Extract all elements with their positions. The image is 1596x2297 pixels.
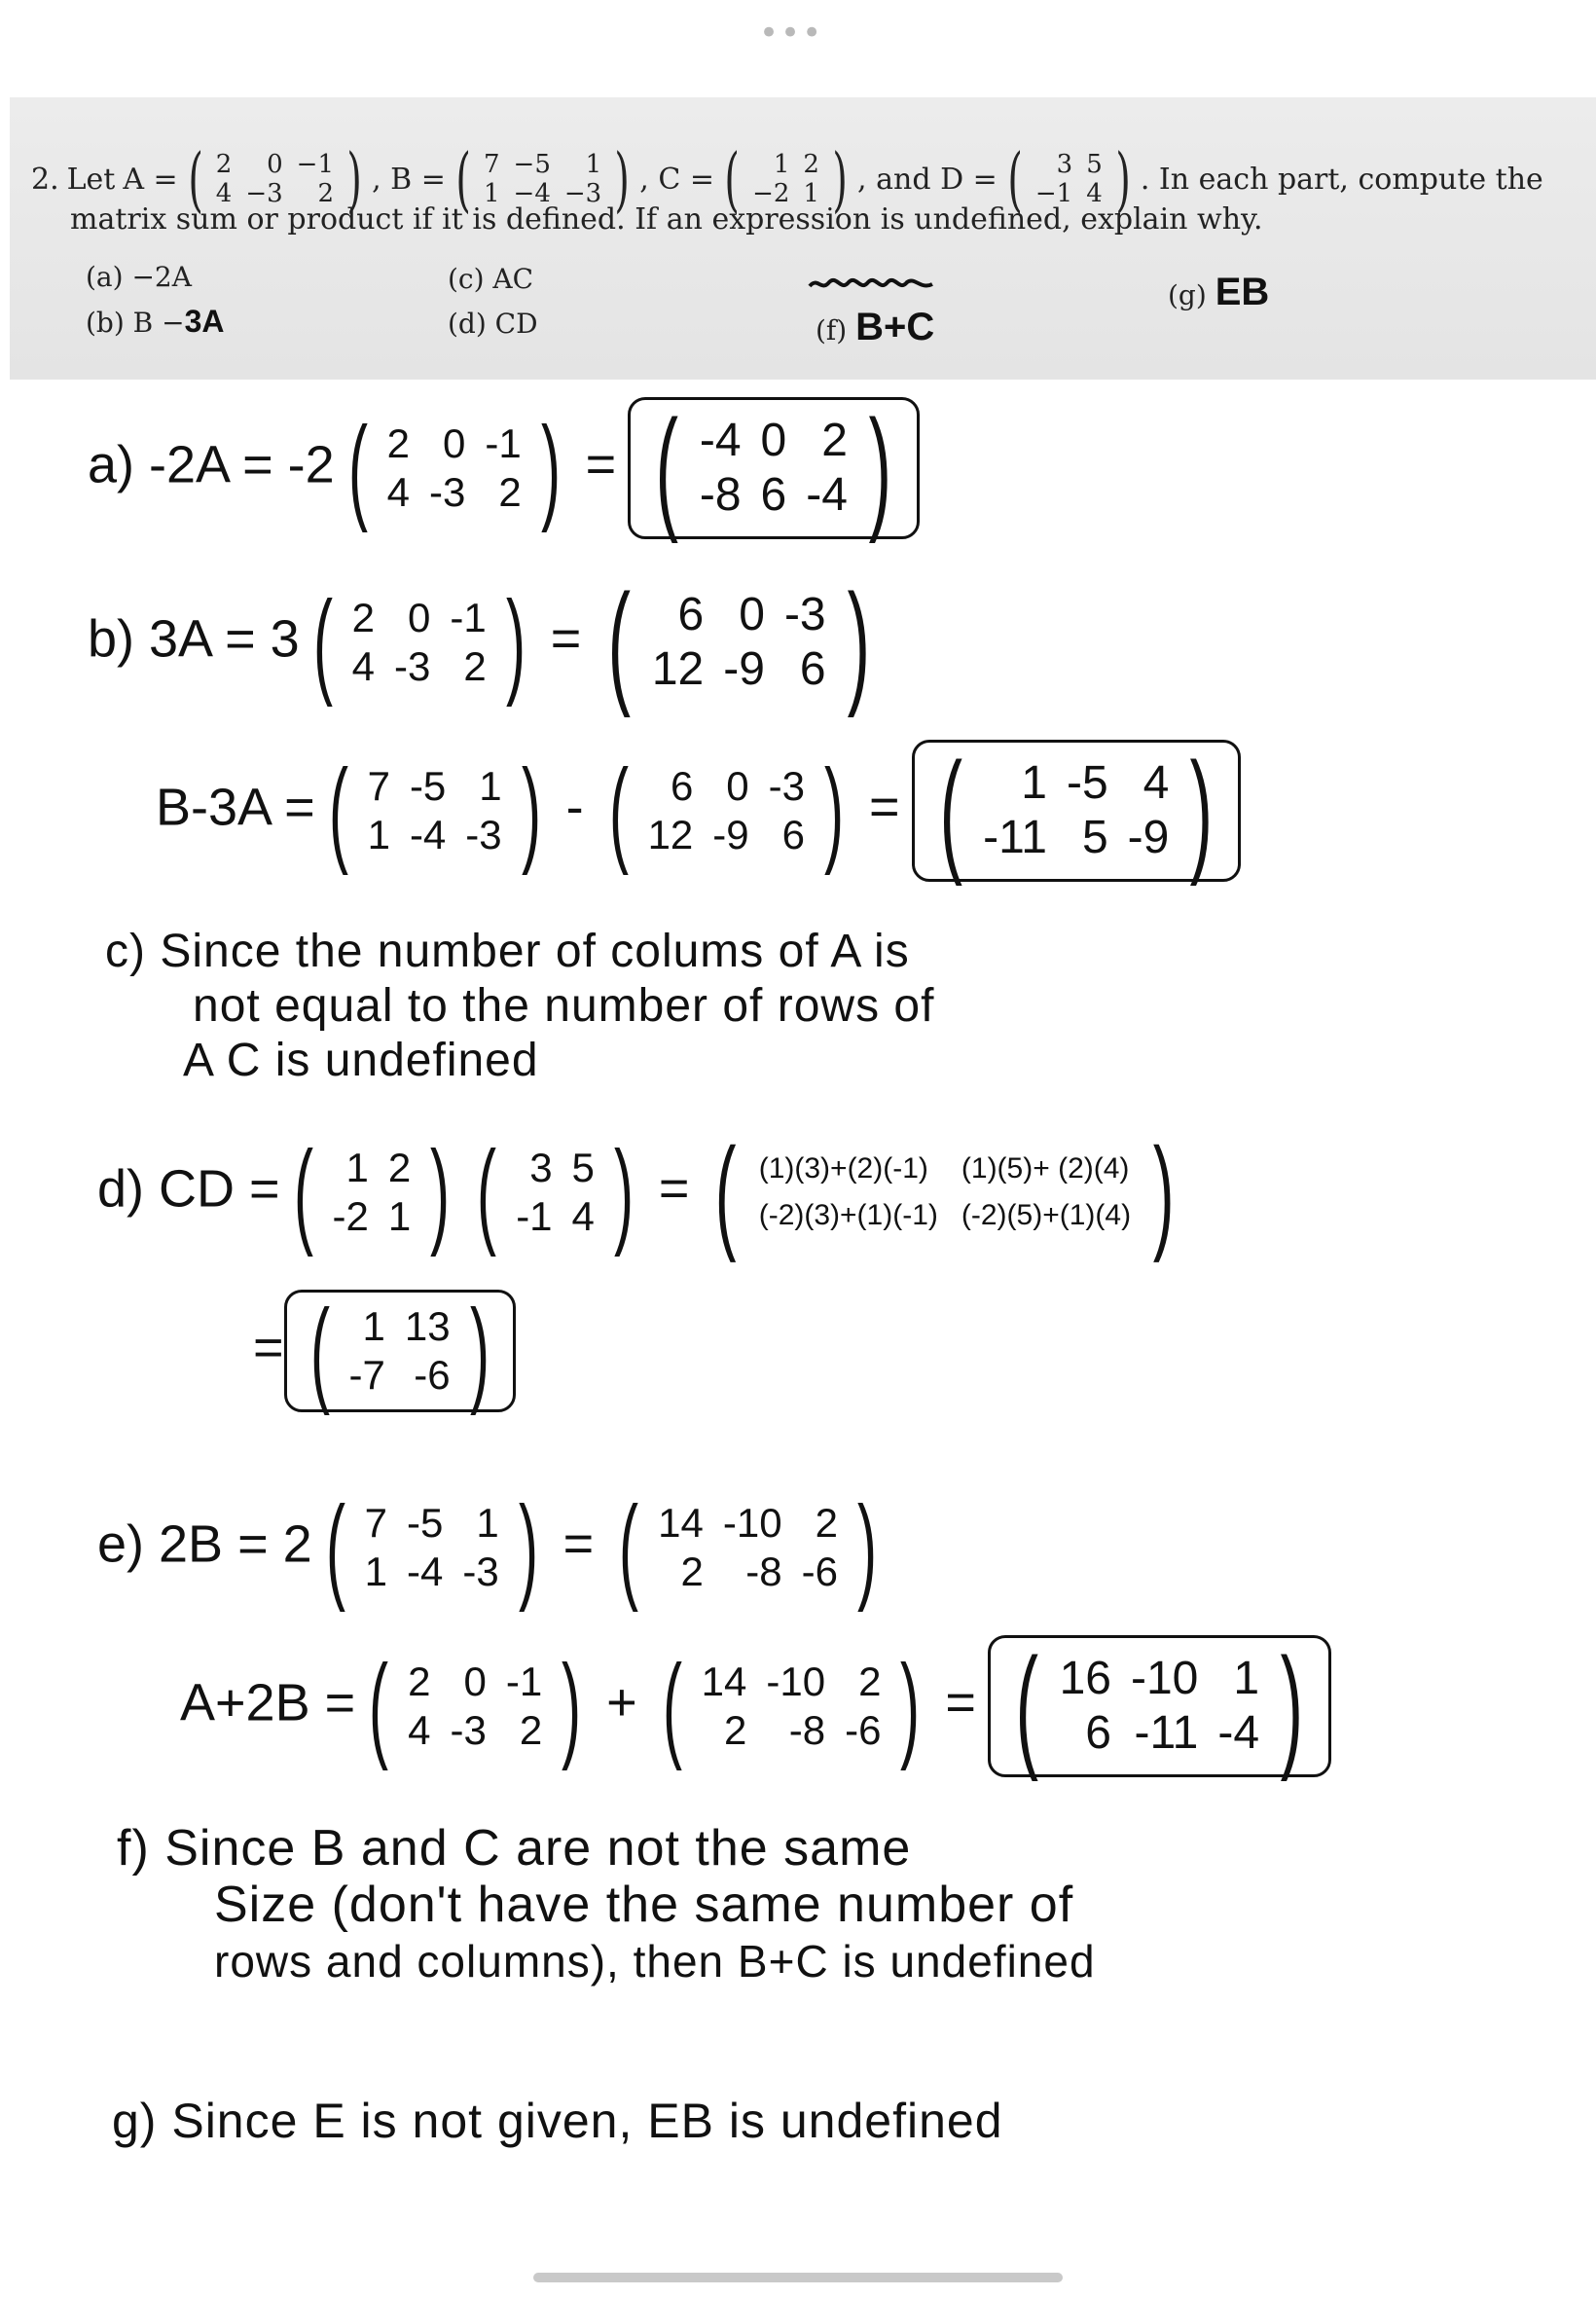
matrix-cell: 1	[476, 1500, 499, 1546]
matrix-row	[973, 756, 1179, 811]
matrix-cell: -10	[1130, 1653, 1199, 1704]
problem-statement	[10, 97, 1596, 380]
matrix-row	[973, 811, 1179, 865]
matrix-cell: -4	[806, 469, 848, 521]
matrix-d-label: , and D =	[857, 162, 998, 197]
matrix-cell: -1	[450, 595, 487, 640]
matrix-row	[358, 762, 512, 811]
matrix-row	[358, 811, 512, 859]
matrix-cell: 7	[364, 1500, 387, 1546]
matrix-cell: 4	[1086, 179, 1103, 208]
solution-c-line-2: not equal to the number of rows of	[193, 980, 935, 1032]
equals-sign: =	[550, 609, 582, 669]
matrix-cell: 1	[387, 1193, 412, 1239]
equals-sign: =	[585, 435, 617, 494]
matrix-cell: 0	[408, 595, 431, 640]
matrix-cell: -4	[406, 1549, 444, 1594]
minus-sign: -	[565, 778, 584, 837]
matrix-cell: -4	[699, 415, 742, 466]
matrix-cell: -3	[465, 812, 502, 857]
matrix-cell: 0	[739, 589, 765, 640]
matrix-table	[642, 588, 836, 697]
equals-sign: =	[658, 1159, 690, 1219]
equals-sign: =	[868, 778, 900, 837]
matrix-cell: -1	[516, 1193, 553, 1239]
matrix-cell: 1	[483, 179, 500, 208]
matrix-cell: 16	[1059, 1653, 1111, 1704]
matrix-cell: 2	[815, 1500, 838, 1546]
matrix-cell: 1	[1021, 757, 1047, 809]
solution-b-line-1	[88, 565, 885, 718]
matrix-row	[340, 1302, 460, 1351]
solution-e-2b: ( 14 -10 2 2 -8 -6 )	[619, 1482, 877, 1613]
part-a-label: (a) −2A	[86, 261, 192, 293]
matrix-row	[747, 1192, 1143, 1239]
matrix-table	[343, 594, 496, 691]
solution-d-matrix-c: ( 1 2 -2 1 )	[293, 1127, 451, 1258]
plus-sign: +	[606, 1673, 637, 1732]
matrix-cell: 12	[651, 643, 705, 695]
solution-b-matrix-a: ( 2 0 -1 4 -3 2 )	[312, 577, 526, 708]
matrix-cell: 13	[404, 1303, 451, 1349]
solution-c-line-1: c) Since the number of colums of A is	[105, 926, 910, 977]
solution-f	[117, 1820, 1096, 1989]
matrix-row	[506, 1144, 604, 1192]
matrix-table	[506, 1144, 604, 1241]
matrix-table	[378, 419, 531, 517]
matrix-cell: -3	[462, 1549, 499, 1594]
matrix-cell: −1	[296, 150, 334, 179]
matrix-cell: 2	[821, 415, 848, 466]
matrix-cell: −3	[245, 179, 283, 208]
matrix-row	[747, 1146, 1143, 1192]
equals-sign: =	[945, 1673, 976, 1732]
solution-e-result: ( 16 -10 1 6 -11 -4 )	[1015, 1629, 1304, 1782]
matrix-table	[340, 1302, 460, 1400]
matrix-cell: 2	[387, 1145, 412, 1190]
matrix-cell: -4	[409, 812, 447, 857]
matrix-cell: 2	[858, 1659, 882, 1704]
solution-b-lhs: b) 3A = 3	[88, 609, 300, 669]
matrix-cell: (-2)(5)+(1)(4)	[961, 1199, 1132, 1231]
matrix-cell: -11	[1134, 1707, 1199, 1759]
matrix-row	[343, 642, 496, 691]
matrix-b: ( 7 −5 1 1 −4 −3 )	[455, 138, 630, 220]
part-d-label: (d) CD	[448, 308, 538, 340]
matrix-cell: 3	[529, 1145, 553, 1190]
matrix-cell: -1	[485, 420, 522, 466]
solution-d-answer	[253, 1286, 516, 1416]
matrix-table	[747, 1146, 1143, 1239]
solution-a-result: ( -4 0 2 -8 6 -4 )	[655, 391, 891, 544]
solution-e-lhs-2: A+2B =	[180, 1673, 356, 1732]
matrix-cell: -6	[801, 1549, 838, 1594]
answer-box-b	[912, 734, 1241, 887]
solution-d-matrix-d: ( 3 5 -1 4 )	[477, 1127, 634, 1258]
matrix-row	[1050, 1652, 1269, 1706]
matrix-cell: 0	[267, 150, 283, 179]
part-f-label	[816, 306, 934, 349]
matrix-cell: 4	[1143, 757, 1170, 809]
matrix-row	[638, 811, 815, 859]
solution-b-3a-2: ( 6 0 -3 12 -9 6 )	[608, 746, 844, 876]
matrix-row	[323, 1144, 421, 1192]
part-b-hand: 3A	[184, 304, 225, 339]
matrix-row	[343, 594, 496, 642]
matrix-cell: 6	[760, 469, 787, 521]
solution-e-matrix-b: ( 7 -5 1 1 -4 -3 )	[325, 1482, 538, 1613]
solution-e-lhs: e) 2B = 2	[97, 1514, 312, 1574]
matrix-row	[1050, 1706, 1269, 1761]
solution-b-line-2	[156, 734, 1241, 887]
matrix-table	[323, 1144, 421, 1241]
matrix-row	[692, 1658, 891, 1706]
matrix-cell: (1)(5)+ (2)(4)	[961, 1152, 1130, 1185]
matrix-table	[358, 762, 512, 859]
solution-f-line-1: f) Since B and C are not the same	[117, 1820, 912, 1877]
matrix-row	[648, 1499, 848, 1548]
matrix-table	[355, 1499, 509, 1596]
solution-f-line-3: rows and columns), then B+C is undefined	[214, 1936, 1096, 1987]
matrix-cell: 1	[364, 1549, 387, 1594]
home-indicator[interactable]	[533, 2273, 1063, 2282]
part-b-label	[86, 304, 225, 340]
matrix-cell: -8	[745, 1549, 782, 1594]
matrix-cell: 7	[483, 150, 500, 179]
matrix-row	[648, 1548, 848, 1596]
matrix-cell: 2	[724, 1707, 747, 1753]
matrix-cell: −5	[513, 150, 551, 179]
matrix-row	[378, 419, 531, 468]
matrix-row	[690, 468, 857, 523]
matrix-row	[398, 1658, 552, 1706]
problem-number: 2.	[31, 162, 59, 197]
matrix-cell: 2	[317, 179, 334, 208]
matrix-cell: −4	[513, 179, 551, 208]
matrix-a: ( 2 0 −1 4 −3 2 )	[188, 138, 362, 220]
matrix-cell: -5	[1066, 757, 1108, 809]
matrix-cell: −2	[752, 179, 790, 208]
answer-box-e	[988, 1629, 1331, 1782]
matrix-cell: -9	[712, 812, 749, 857]
matrix-row	[323, 1192, 421, 1241]
matrix-row	[745, 150, 826, 179]
matrix-cell: 6	[799, 643, 826, 695]
matrix-cell: 6	[677, 589, 705, 640]
matrix-cell: -3	[428, 469, 466, 515]
matrix-cell: -5	[406, 1500, 444, 1546]
solution-e-matrix-a: ( 2 0 -1 4 -3 2 )	[369, 1641, 582, 1771]
matrix-cell: -6	[845, 1707, 882, 1753]
solution-b-3a: ( 6 0 -3 12 -9 6 )	[607, 565, 870, 718]
matrix-cell: 1	[345, 1145, 369, 1190]
solution-a-lhs: a) -2A = -2	[88, 435, 335, 494]
matrix-cell: 4	[408, 1707, 431, 1753]
equals-sign: =	[562, 1514, 595, 1574]
matrix-c-label: , C =	[639, 162, 714, 197]
instruction-part-2: matrix sum or product if it is defined. If an expression is undefined, explain why.	[70, 202, 1263, 237]
more-dots-icon[interactable]: •••	[759, 14, 824, 53]
matrix-cell: -3	[768, 763, 806, 809]
matrix-cell: 2	[519, 1707, 543, 1753]
part-f-hand: B+C	[855, 306, 935, 348]
solution-d-lhs: d) CD =	[97, 1159, 280, 1219]
matrix-cell: 0	[442, 420, 466, 466]
scribble-mark	[808, 273, 934, 294]
matrix-cell: 2	[680, 1549, 704, 1594]
matrix-cell: 2	[215, 150, 233, 179]
solution-b-result: ( 1 -5 4 -11 5 -9 )	[939, 734, 1214, 887]
matrix-row	[209, 150, 341, 179]
matrix-cell: -6	[414, 1352, 451, 1398]
solution-a	[88, 391, 920, 544]
solution-e-line-2	[180, 1629, 1331, 1782]
matrix-cell: 2	[408, 1659, 431, 1704]
matrix-table	[1029, 150, 1109, 208]
matrix-row	[690, 414, 857, 468]
matrix-cell: 4	[386, 469, 410, 515]
solution-f-line-2: Size (don't have the same number of	[214, 1877, 1074, 1933]
matrix-row	[355, 1499, 509, 1548]
matrix-cell: -9	[1127, 812, 1170, 863]
matrix-table	[745, 150, 826, 208]
matrix-cell: 2	[803, 150, 819, 179]
matrix-table	[973, 756, 1179, 865]
matrix-cell: 6	[670, 763, 694, 809]
solution-a-matrix-a: ( 2 0 -1 4 -3 2 )	[347, 403, 561, 533]
matrix-cell: -8	[699, 469, 742, 521]
matrix-cell: −3	[563, 179, 602, 208]
matrix-table	[209, 150, 341, 208]
solution-e-2b-2: ( 14 -10 2 2 -8 -6 )	[662, 1641, 921, 1771]
matrix-cell: 5	[571, 1145, 595, 1190]
matrix-table	[648, 1499, 848, 1596]
matrix-b-label: , B =	[372, 162, 446, 197]
matrix-table	[398, 1658, 552, 1755]
part-c-label: (c) AC	[448, 263, 534, 295]
matrix-cell: 1	[1233, 1653, 1260, 1704]
part-g-hand: EB	[1215, 271, 1270, 313]
solution-d-result: ( 1 13 -7 -6 )	[309, 1286, 490, 1416]
answer-box-a	[628, 391, 919, 544]
matrix-table	[638, 762, 815, 859]
matrix-cell: 1	[479, 763, 502, 809]
matrix-row	[1029, 150, 1109, 179]
matrix-cell: -7	[348, 1352, 385, 1398]
matrix-cell: 1	[803, 179, 819, 208]
matrix-cell: -9	[723, 643, 765, 695]
matrix-row	[642, 588, 836, 642]
matrix-cell: 1	[585, 150, 602, 179]
part-b-prefix: (b) B −	[86, 307, 185, 339]
matrix-cell: 14	[658, 1500, 704, 1546]
matrix-cell: -10	[766, 1659, 826, 1704]
matrix-cell: 4	[215, 179, 233, 208]
let-word: Let	[66, 162, 116, 197]
matrix-cell: −1	[1034, 179, 1073, 208]
part-g-label	[1168, 271, 1269, 314]
matrix-row	[355, 1548, 509, 1596]
matrix-cell: (-2)(3)+(1)(-1)	[758, 1199, 938, 1231]
matrix-cell: 0	[760, 415, 787, 466]
matrix-cell: 4	[351, 643, 375, 689]
matrix-cell: 2	[386, 420, 410, 466]
matrix-cell: 4	[571, 1193, 595, 1239]
matrix-cell: 1	[362, 1303, 385, 1349]
matrix-table	[1050, 1652, 1269, 1761]
matrix-cell: 7	[367, 763, 390, 809]
matrix-cell: 12	[647, 812, 694, 857]
matrix-row	[642, 642, 836, 697]
matrix-cell: -1	[505, 1659, 543, 1704]
matrix-c: ( 1 2 −2 1 )	[724, 138, 848, 220]
matrix-cell: -8	[788, 1707, 826, 1753]
solution-b-matrix-b: ( 7 -5 1 1 -4 -3 )	[328, 746, 541, 876]
solution-c	[105, 925, 934, 1088]
matrix-d: ( 3 5 −1 4 )	[1007, 138, 1131, 220]
answer-box-d	[284, 1286, 516, 1416]
matrix-cell: 2	[351, 595, 375, 640]
matrix-cell: -3	[450, 1707, 487, 1753]
matrix-cell: -5	[409, 763, 447, 809]
matrix-table	[692, 1658, 891, 1755]
equals-sign: =	[253, 1318, 284, 1377]
matrix-row	[477, 150, 608, 179]
matrix-row	[506, 1192, 604, 1241]
matrix-cell: 0	[726, 763, 749, 809]
solution-g: g) Since E is not given, EB is undefined	[112, 2094, 1003, 2148]
matrix-cell: 2	[498, 469, 522, 515]
matrix-cell: 0	[463, 1659, 487, 1704]
matrix-cell: 1	[773, 150, 790, 179]
solution-d-expanded: ( (1)(3)+(2)(-1) (1)(5)+ (2)(4) (-2)(3)+(1)(-1) (-2)(5)+(1)(4) )	[715, 1121, 1175, 1263]
matrix-cell: -10	[722, 1500, 782, 1546]
matrix-cell: -3	[394, 643, 431, 689]
matrix-cell: 1	[367, 812, 390, 857]
matrix-cell: -11	[983, 812, 1047, 863]
matrix-cell: 6	[781, 812, 806, 857]
matrix-cell: (1)(3)+(2)(-1)	[758, 1152, 928, 1185]
matrix-table	[690, 414, 857, 523]
solution-e-line-1	[97, 1482, 890, 1613]
matrix-cell: 6	[1085, 1707, 1111, 1759]
matrix-a-label: A =	[123, 162, 178, 197]
matrix-cell: 5	[1081, 812, 1108, 863]
solution-b-lhs-2: B-3A =	[156, 778, 315, 837]
matrix-cell: 14	[701, 1659, 747, 1704]
solution-c-line-3: A C is undefined	[183, 1035, 539, 1086]
matrix-cell: -4	[1217, 1707, 1260, 1759]
instruction-part-1: . In each part, compute the	[1140, 162, 1543, 197]
matrix-cell: 3	[1056, 150, 1073, 179]
matrix-table	[477, 150, 608, 208]
solution-d	[97, 1121, 1188, 1263]
matrix-row	[638, 762, 815, 811]
matrix-cell: 2	[463, 643, 487, 689]
matrix-row	[398, 1706, 552, 1755]
part-g-prefix: (g)	[1168, 279, 1207, 311]
matrix-cell: 5	[1086, 150, 1103, 179]
part-f-prefix: (f)	[816, 314, 848, 346]
matrix-cell: -3	[783, 589, 826, 640]
matrix-row	[378, 468, 531, 517]
matrix-cell: -2	[332, 1193, 369, 1239]
matrix-row	[340, 1351, 460, 1400]
matrix-row	[692, 1706, 891, 1755]
